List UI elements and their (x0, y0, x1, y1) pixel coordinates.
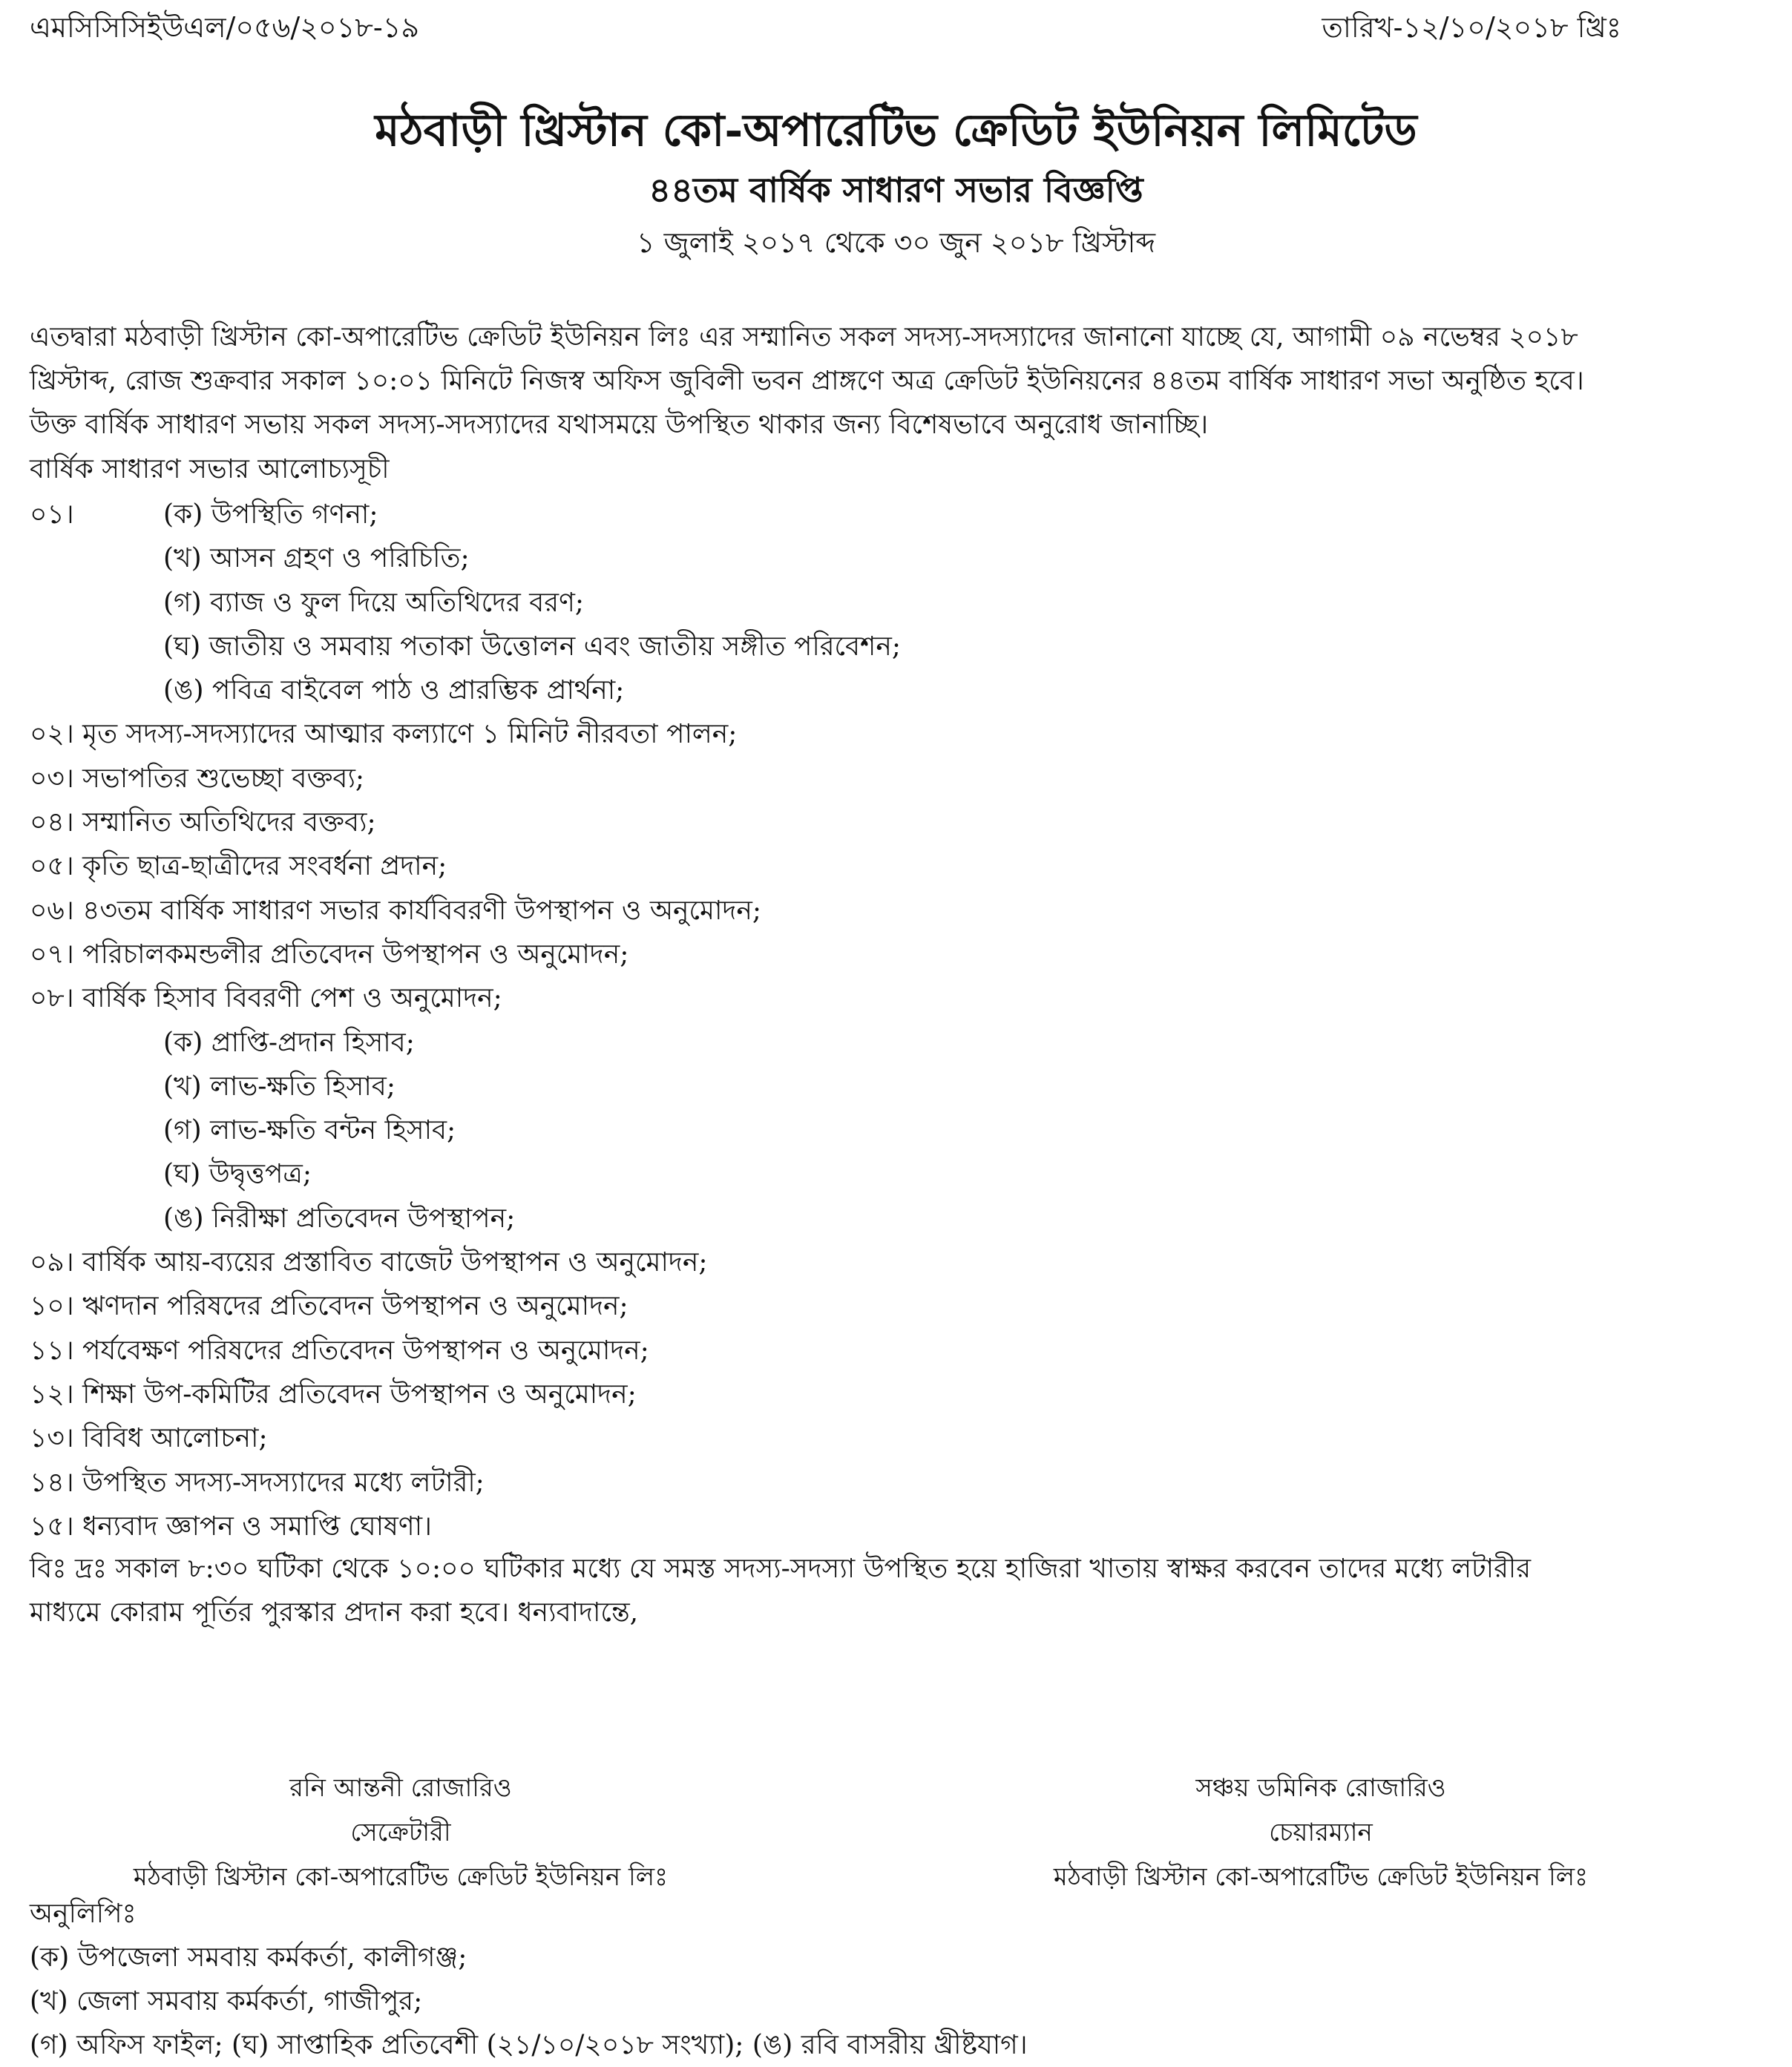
agenda-number: ১৩। (30, 1423, 74, 1454)
agenda-text: পর্যবেক্ষণ পরিষদের প্রতিবেদন উপস্থাপন ও অনুমোদন; (73, 1335, 649, 1366)
agenda-item (30, 1065, 1736, 1108)
agenda-number: ০৯। (30, 1247, 74, 1278)
agenda-subitem: (গ) ব্যাজ ও ফুল দিয়ে অতিথিদের বরণ; (163, 587, 585, 618)
agenda-number: ১৫। (30, 1511, 74, 1542)
meeting-title: ৪৪তম বার্ষিক সাধারণ সভার বিজ্ঞপ্তি (649, 170, 1143, 210)
agenda-text: সম্মানিত অতিথিদের বক্তব্য; (73, 807, 376, 838)
agenda-text: বার্ষিক আয়-ব্যয়ের প্রস্তাবিত বাজেট উপস্থাপন ও অনুমোদন; (73, 1247, 708, 1278)
agenda-text: কৃতি ছাত্র-ছাত্রীদের সংবর্ধনা প্রদান; (73, 851, 447, 882)
signatory-organization: মঠবাড়ী খ্রিস্টান কো-অপারেটিভ ক্রেডিট ইউনিয়ন লিঃ (133, 1862, 669, 1892)
agenda-number: ০৭। (30, 939, 74, 970)
agenda-item (30, 976, 1736, 1020)
agenda-item (30, 1021, 1736, 1065)
signatory-designation: চেয়ারম্যান (1269, 1818, 1373, 1847)
agenda-item (30, 757, 1736, 801)
agenda-item (30, 1461, 1736, 1505)
agenda-item (30, 625, 1736, 668)
agenda-item (30, 536, 1736, 580)
agenda-number: ০৪। (30, 807, 74, 838)
reference-number: এমসিসিসিইউএল/০৫৬/২০১৮-১৯ (30, 11, 420, 44)
intro-line: খ্রিস্টাব্দ, রোজ শুক্রবার সকাল ১০:০১ মিনিটে নিজস্ব অফিস জুবিলী ভবন প্রাঙ্গণে অত্র ক্রেডিট ইউনিয়নের ৪৪তম বার্ষিক সাধারণ সভা অনুষ্ঠিত হবে। (30, 366, 1584, 396)
agenda-item (30, 933, 1736, 976)
copy-to-section (30, 1892, 1028, 2067)
copy-to-line: (গ) অফিস ফাইল; (ঘ) সাপ্তাহিক প্রতিবেশী (২১/১০/২০১৮ সংখ্যা); (ঙ) রবি বাসরীয় খ্রীষ্টযাগ। (30, 2030, 1028, 2060)
agenda-item (30, 1240, 1736, 1284)
intro-line: উক্ত বার্ষিক সাধারণ সভায় সকল সদস্য-সদস্যাদের যথাসময়ে উপস্থিত থাকার জন্য বিশেষভাবে অনুরোধ জানাচ্ছি। (30, 410, 1209, 440)
agenda-item (30, 1416, 1736, 1460)
agenda-number: ০৮। (30, 983, 74, 1014)
secretary-signature-block (67, 1766, 735, 1899)
signatory-designation: সেক্রেটারী (350, 1818, 451, 1847)
organization-title: মঠবাড়ী খ্রিস্টান কো-অপারেটিভ ক্রেডিট ইউনিয়ন লিমিটেড (375, 105, 1417, 157)
note-paragraph (30, 1547, 1707, 1634)
agenda-text: ধন্যবাদ জ্ঞাপন ও সমাপ্তি ঘোষণা। (73, 1511, 432, 1542)
note-line: মাধ্যমে কোরাম পূর্তির পুরস্কার প্রদান করা হবে। ধন্যবাদান্তে, (30, 1597, 639, 1628)
agenda-number: ০৫। (30, 851, 74, 882)
chairman-signature-block (987, 1766, 1655, 1899)
agenda-item (30, 493, 1736, 536)
agenda-subitem: (ঙ) পবিত্র বাইবেল পাঠ ও প্রারম্ভিক প্রার্থনা; (163, 675, 625, 706)
agenda-list (30, 493, 1736, 1548)
agenda-subitem: (খ) আসন গ্রহণ ও পরিচিতি; (163, 543, 470, 574)
agenda-item (30, 1505, 1736, 1548)
notice-date: তারিখ-১২/১০/২০১৮ খ্রিঃ (1322, 11, 1621, 44)
agenda-number: ০৩। (30, 763, 74, 794)
agenda-item (30, 844, 1736, 888)
fiscal-period: ১ জুলাই ২০১৭ থেকে ৩০ জুন ২০১৮ খ্রিস্টাব্দ (636, 226, 1156, 259)
agenda-text: পরিচালকমন্ডলীর প্রতিবেদন উপস্থাপন ও অনুমোদন; (73, 939, 629, 970)
agenda-item (30, 1373, 1736, 1416)
agenda-number: ০৬। (30, 895, 74, 926)
agenda-number: ১৪। (30, 1467, 74, 1498)
signatory-name: রনি আন্তনী রোজারিও (289, 1773, 512, 1803)
copy-to-line: (খ) জেলা সমবায় কর্মকর্তা, গাজীপুর; (30, 1986, 423, 2017)
agenda-item (30, 1197, 1736, 1240)
agenda-text: সভাপতির শুভেচ্ছা বক্তব্য; (73, 763, 365, 794)
agenda-title: বার্ষিক সাধারণ সভার আলোচ্যসূচী (30, 454, 390, 484)
agenda-text: ঋণদান পরিষদের প্রতিবেদন উপস্থাপন ও অনুমোদন; (73, 1291, 628, 1322)
agenda-subitem: (খ) লাভ-ক্ষতি হিসাব; (163, 1071, 396, 1102)
agenda-item (30, 801, 1736, 844)
agenda-subitem: (ঘ) উদ্বৃত্তপত্র; (163, 1159, 312, 1190)
agenda-number: ১০। (30, 1291, 74, 1322)
agenda-subitem: (ক) প্রাপ্তি-প্রদান হিসাব; (163, 1027, 415, 1058)
agenda-subitem: (গ) লাভ-ক্ষতি বন্টন হিসাব; (163, 1115, 456, 1146)
agenda-text: বার্ষিক হিসাব বিবরণী পেশ ও অনুমোদন; (73, 983, 502, 1014)
signatory-organization: মঠবাড়ী খ্রিস্টান কো-অপারেটিভ ক্রেডিট ইউনিয়ন লিঃ (1053, 1862, 1589, 1892)
agenda-item (30, 581, 1736, 625)
agenda-item (30, 1108, 1736, 1152)
agenda-subitem: (ক) উপস্থিতি গণনা; (163, 499, 378, 530)
agenda-text: বিবিধ আলোচনা; (73, 1423, 268, 1454)
copy-to-line: (ক) উপজেলা সমবায় কর্মকর্তা, কালীগঞ্জ; (30, 1942, 467, 1973)
agenda-number: ১১। (30, 1335, 74, 1366)
agenda-item (30, 1284, 1736, 1328)
intro-line: এতদ্বারা মঠবাড়ী খ্রিস্টান কো-অপারেটিভ ক্রেডিট ইউনিয়ন লিঃ এর সম্মানিত সকল সদস্য-সদস্যাদের জানানো যাচ্ছে যে, আগামী ০৯ নভেম্বর ২০১৮ (30, 322, 1578, 352)
agenda-subitem: (ঙ) নিরীক্ষা প্রতিবেদন উপস্থাপন; (163, 1203, 516, 1234)
agenda-number: ০১। (30, 499, 74, 530)
agenda-item (30, 889, 1736, 933)
agenda-text: ৪৩তম বার্ষিক সাধারণ সভার কার্যবিবরণী উপস্থাপন ও অনুমোদন; (73, 895, 761, 926)
agenda-text: শিক্ষা উপ-কমিটির প্রতিবেদন উপস্থাপন ও অনুমোদন; (73, 1378, 637, 1410)
agenda-subitem: (ঘ) জাতীয় ও সমবায় পতাকা উত্তোলন এবং জাতীয় সঙ্গীত পরিবেশন; (163, 631, 901, 662)
agenda-text: মৃত সদস্য-সদস্যাদের আত্মার কল্যাণে ১ মিনিট নীরবতা পালন; (73, 719, 738, 750)
agenda-text: উপস্থিত সদস্য-সদস্যাদের মধ্যে লটারী; (73, 1467, 485, 1498)
copy-to-title: অনুলিপিঃ (30, 1899, 137, 1929)
agenda-item (30, 668, 1736, 712)
agenda-item (30, 1152, 1736, 1196)
signatory-name: সঞ্চয় ডমিনিক রোজারিও (1195, 1773, 1446, 1803)
agenda-item (30, 1329, 1736, 1373)
agenda-number: ০২। (30, 719, 74, 750)
note-line: বিঃ দ্রঃ সকাল ৮:৩০ ঘটিকা থেকে ১০:০০ ঘটিকার মধ্যে যে সমস্ত সদস্য-সদস্যা উপস্থিত হয়ে হাজিরা খাতায় স্বাক্ষর করবেন তাদের মধ্যে লটারীর (30, 1554, 1532, 1584)
agenda-number: ১২। (30, 1378, 74, 1410)
intro-paragraph (30, 315, 1707, 447)
agenda-item (30, 712, 1736, 756)
